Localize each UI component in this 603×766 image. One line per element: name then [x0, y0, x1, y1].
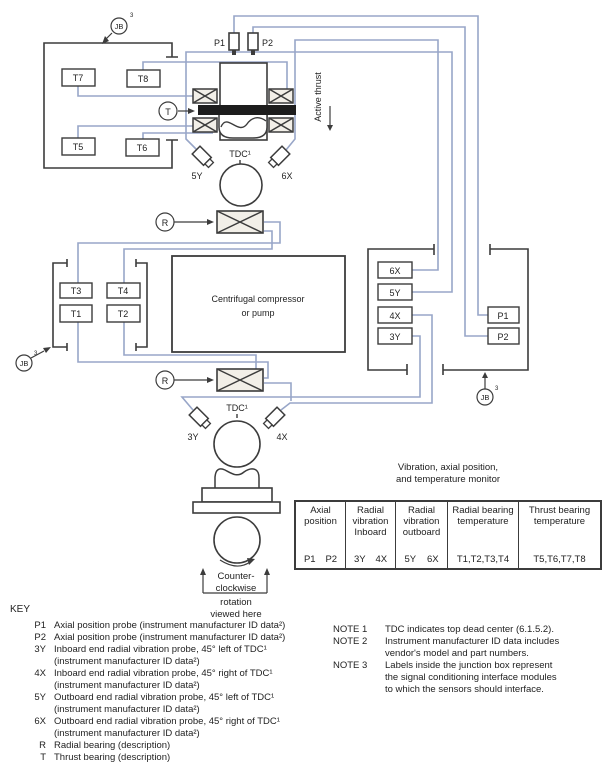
note-row — [333, 684, 600, 696]
key-row — [10, 692, 285, 704]
compressor-label-2: or pump — [241, 308, 275, 318]
sensor-t4-label: T4 — [117, 286, 129, 296]
module-p1-label: P1 — [497, 311, 509, 321]
note-text: vendor's model and part numbers. — [385, 648, 529, 659]
module-5y-label: 5Y — [389, 288, 401, 298]
note-label: NOTE 3 — [333, 660, 368, 671]
monitor-col-thrust-temp — [518, 502, 600, 568]
tdc-top-label: TDC¹ — [229, 149, 251, 159]
key-row — [10, 680, 285, 692]
probe-p1-label: P1 — [213, 38, 225, 48]
key-code — [10, 680, 54, 692]
monitor-title-line2: and temperature monitor — [395, 474, 501, 485]
view-arrowhead-left — [200, 568, 206, 575]
key-text: Outboard end radial vibration probe, 45° right of TDC¹ — [54, 716, 280, 727]
module-6x-label: 6X — [389, 266, 401, 276]
monitor-col-radial-inboard — [345, 502, 395, 568]
r1-arrowhead — [207, 219, 214, 225]
r2-circle-label: R — [161, 376, 169, 386]
inboard-probe-station — [187, 403, 287, 467]
jb-callout-bottom-right — [477, 372, 499, 405]
key-row — [10, 632, 285, 644]
monitor-col-radial-outboard — [395, 502, 447, 568]
sensor-t7-label: T7 — [72, 73, 84, 83]
jb-bl-label: JB — [19, 359, 29, 368]
monitor-code: T1,T2,T3,T4 — [456, 554, 510, 565]
thrust-bearing-assembly — [193, 63, 296, 140]
rotation-view-circle — [214, 517, 260, 563]
key-heading: KEY — [10, 604, 31, 615]
jb-callout-bottom-left — [16, 347, 51, 371]
probe-6x-label: 6X — [281, 171, 293, 181]
probe-3y — [189, 407, 212, 430]
key-row — [10, 740, 285, 752]
sensor-t8-label: T8 — [137, 74, 149, 84]
rotation-caption-3: rotation — [220, 597, 252, 608]
jb-bl-arrowhead — [43, 347, 51, 353]
wire-radial-bearing-stub — [264, 383, 291, 401]
note-label — [333, 648, 385, 660]
rotation-arrowhead — [247, 558, 255, 565]
key-row — [10, 752, 285, 764]
monitor-col-radial-temp — [447, 502, 518, 568]
key-code: T — [40, 752, 46, 763]
jb-br-label: JB — [480, 393, 490, 402]
note-text: Labels inside the junction box represent — [385, 660, 553, 671]
view-arrowhead-right — [264, 568, 270, 575]
key-code: 3Y — [34, 644, 46, 655]
wire-t5 — [78, 126, 194, 138]
monitor-col-axial — [296, 502, 345, 568]
note-label: NOTE 2 — [333, 636, 368, 647]
thrust-collar — [198, 105, 296, 115]
module-p2-label: P2 — [497, 332, 509, 342]
key-text: (instrument manufacturer ID data²) — [54, 728, 200, 739]
key-text: (instrument manufacturer ID data²) — [54, 656, 200, 667]
key-text: (instrument manufacturer ID data²) — [54, 680, 200, 691]
sensor-t1-label: T1 — [70, 309, 82, 319]
r1-circle-label: R — [161, 218, 169, 228]
key-row — [10, 728, 285, 740]
monitor-col-header: Thrust bearing temperature — [528, 505, 591, 527]
key-code: R — [39, 740, 46, 751]
key-code: 6X — [34, 716, 46, 727]
radial-bearing-inboard — [156, 369, 263, 391]
module-3y-label: 3Y — [389, 332, 401, 342]
sensor-t6-label: T6 — [136, 143, 148, 153]
key-row — [10, 716, 285, 728]
key-text: Axial position probe (instrument manufacturer ID data²) — [54, 632, 286, 643]
shaft-circle-inboard — [214, 421, 260, 467]
note-text: TDC indicates top dead center (6.1.5.2). — [385, 624, 554, 635]
monitor-title — [294, 462, 602, 486]
note-text: the signal conditioning interface modules — [385, 672, 557, 683]
t-circle-label: T — [165, 107, 171, 117]
note-row — [333, 636, 600, 648]
outboard-probe-station — [191, 146, 292, 206]
monitor-col-header: Radial vibration outboard — [402, 505, 441, 538]
wire-t6 — [143, 133, 213, 139]
rotation-caption-4: viewed here — [210, 609, 262, 620]
key-code: P1 — [34, 620, 46, 631]
coupling-and-rotation-view — [193, 469, 280, 620]
notes-block — [333, 624, 600, 696]
key-text: Axial position probe (instrument manufacturer ID data²) — [54, 620, 286, 631]
monitor-col-header: Axial position — [304, 505, 337, 527]
monitor-code: 5Y — [404, 554, 417, 565]
coupling-hub-upper — [202, 488, 272, 502]
key-block — [10, 604, 285, 764]
jb-top-label: JB — [114, 22, 124, 31]
monitor-code: 3Y — [353, 554, 366, 565]
jb-callout-top — [102, 13, 134, 44]
probe-p2-tip — [251, 50, 255, 55]
note-row — [333, 660, 600, 672]
key-code: 5Y — [34, 692, 46, 703]
key-text: Radial bearing (description) — [54, 740, 171, 751]
key-text: Outboard end radial vibration probe, 45° left of TDC¹ — [54, 692, 275, 703]
jb-br-sup: 3 — [495, 386, 499, 392]
monitor-code: P1 — [303, 554, 316, 565]
radial-temp-sensors — [60, 283, 140, 322]
monitor-col-header: Radial vibration Inboard — [352, 505, 389, 538]
probe-p2 — [248, 33, 258, 50]
note-row — [333, 672, 600, 684]
probe-p2-label: P2 — [262, 38, 274, 48]
wire-6x — [286, 40, 438, 270]
sensor-t2-label: T2 — [117, 309, 129, 319]
key-row — [10, 668, 285, 680]
probe-4x-label: 4X — [276, 432, 288, 442]
monitor-code: 6X — [426, 554, 439, 565]
key-row — [10, 704, 285, 716]
key-code — [10, 728, 54, 740]
key-text: Inboard end radial vibration probe, 45° right of TDC¹ — [54, 668, 273, 679]
compressor-body — [172, 256, 345, 352]
probe-4x — [262, 407, 285, 430]
note-label — [333, 684, 385, 696]
key-row — [10, 644, 285, 656]
thrust-temp-sensors — [62, 69, 160, 156]
active-thrust-label: Active thrust — [313, 72, 323, 122]
thrust-bearing-callout — [159, 102, 195, 120]
note-row — [333, 624, 600, 636]
key-row — [10, 656, 285, 668]
monitor-code: T5,T6,T7,T8 — [533, 554, 586, 565]
jb-br-arrowhead — [482, 372, 488, 378]
note-text: Instrument manufacturer ID data includes — [385, 636, 560, 647]
note-row — [333, 648, 600, 660]
probe-p1-tip — [232, 50, 236, 55]
vibration-modules — [378, 262, 412, 344]
key-text: Thrust bearing (description) — [54, 752, 171, 763]
sensor-t5-label: T5 — [72, 142, 84, 152]
compressor-label-1: Centrifugal compressor — [211, 294, 305, 304]
probe-p1 — [229, 33, 239, 50]
radial-bearing-outboard — [156, 211, 263, 233]
tdc-bottom-label: TDC¹ — [226, 403, 248, 413]
monitor-title-line1: Vibration, axial position, — [397, 462, 499, 473]
monitor-code: P2 — [325, 554, 338, 565]
note-text: to which the sensors should interface. — [385, 684, 544, 695]
key-code — [10, 656, 54, 668]
shaft-circle-outboard — [220, 164, 262, 206]
key-code: 4X — [34, 668, 46, 679]
note-label — [333, 672, 385, 684]
compressor-box — [172, 256, 345, 352]
module-4x-label: 4X — [389, 311, 401, 321]
probe-6x — [267, 146, 290, 169]
key-text: (instrument manufacturer ID data²) — [54, 704, 200, 715]
t-arrowhead — [188, 108, 195, 114]
jb-top-sup: 3 — [130, 13, 134, 19]
key-code: P2 — [34, 632, 46, 643]
probe-3y-label: 3Y — [187, 432, 199, 442]
key-text: Inboard end radial vibration probe, 45° left of TDC¹ — [54, 644, 267, 655]
active-thrust-annotation — [313, 72, 333, 131]
probe-5y-label: 5Y — [191, 171, 203, 181]
key-row — [10, 620, 285, 632]
probe-5y — [192, 146, 215, 169]
jb-bl-sup: 3 — [34, 351, 38, 357]
active-thrust-arrowhead — [327, 125, 333, 131]
coupling-wave — [215, 469, 259, 489]
monitor-code: 4X — [375, 554, 388, 565]
monitor-col-header: Radial bearing temperature — [452, 505, 514, 527]
note-label: NOTE 1 — [333, 624, 368, 635]
sensor-t3-label: T3 — [70, 286, 82, 296]
r2-arrowhead — [207, 377, 214, 383]
coupling-hub-lower — [193, 502, 280, 513]
rotation-caption-2: clockwise — [215, 583, 257, 594]
key-code — [10, 704, 54, 716]
monitor-table — [294, 500, 602, 570]
axial-modules — [488, 307, 519, 344]
rotation-caption-1: Counter- — [217, 571, 255, 582]
